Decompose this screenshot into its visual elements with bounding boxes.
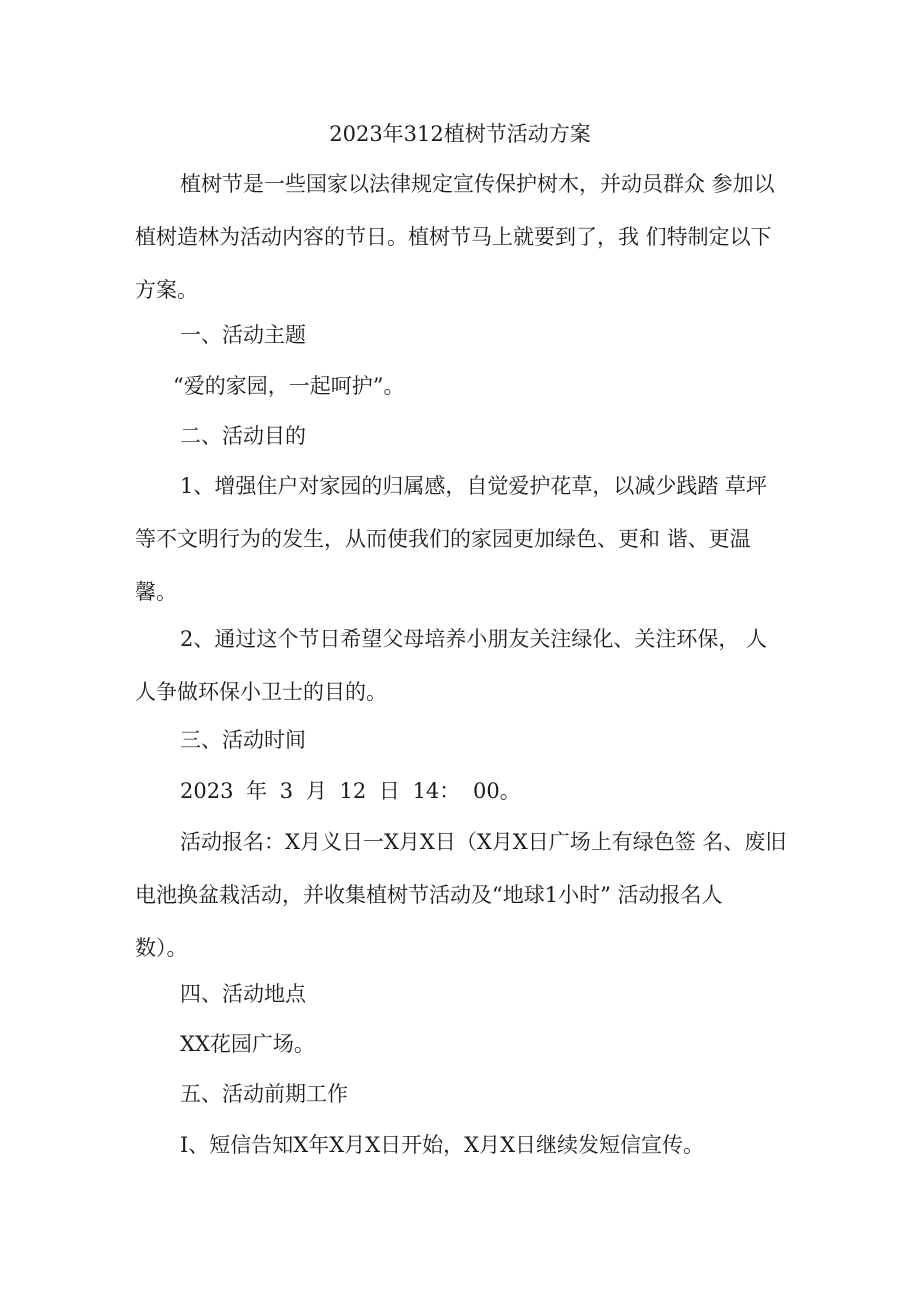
section-heading-prework bbox=[135, 1068, 795, 1121]
theme-text: “爱的家园，一起呵护”。 bbox=[173, 374, 405, 398]
signup-line: 电池换盆栽活动，并收集植树节活动及“地球1小时” 活动报名人 bbox=[135, 883, 723, 907]
section-heading-text: 三、活动时间 bbox=[180, 728, 306, 752]
section-heading-location bbox=[135, 968, 795, 1021]
prework-paragraph bbox=[135, 1119, 795, 1172]
section-heading-time bbox=[135, 714, 795, 767]
goal2-paragraph bbox=[135, 613, 795, 719]
section-heading-text: 一、活动主题 bbox=[180, 323, 306, 347]
time-text: 2023 年 3 月 12 日 14： 00。 bbox=[180, 779, 521, 803]
intro-line: 植树造林为活动内容的节日。植树节马上就要到了，我 们特制定以下 bbox=[135, 225, 772, 249]
intro-line: 植树节是一些国家以法律规定宣传保护树木，并动员群众 参加以 bbox=[180, 172, 775, 196]
time-paragraph bbox=[135, 765, 795, 818]
prework-text: I、短信告知X年X月X日开始，X月X日继续发短信宣传。 bbox=[180, 1133, 705, 1157]
intro-line: 方案。 bbox=[135, 278, 198, 302]
intro-paragraph bbox=[135, 158, 795, 317]
theme-paragraph bbox=[135, 360, 795, 413]
location-text: XX花园广场。 bbox=[180, 1032, 315, 1056]
goal2-line: 2、通过这个节日希望父母培养小朋友关注绿化、关注环保， 人 bbox=[180, 627, 768, 651]
section-heading-text: 二、活动目的 bbox=[180, 424, 306, 448]
goal2-line: 人争做环保小卫士的目的。 bbox=[135, 680, 387, 704]
goal1-line: 馨。 bbox=[135, 580, 177, 604]
signup-paragraph bbox=[135, 816, 795, 975]
signup-line: 数）。 bbox=[135, 936, 188, 960]
document-title: 2023年312植树节活动方案 bbox=[329, 122, 591, 146]
section-heading-goal bbox=[135, 410, 795, 463]
section-heading-text: 四、活动地点 bbox=[180, 982, 306, 1006]
section-heading-text: 五、活动前期工作 bbox=[180, 1082, 348, 1106]
goal1-line: 1、增强住户对家园的归属感，自觉爱护花草，以减少践踏 草坪 bbox=[180, 474, 768, 498]
signup-line: 活动报名：X月义日一X月X日（X月X日广场上有绿色签 名、废旧 bbox=[180, 830, 787, 854]
goal1-paragraph bbox=[135, 460, 795, 619]
section-heading-theme bbox=[135, 309, 795, 362]
goal1-line: 等不文明行为的发生，从而使我们的家园更加绿色、更和 谐、更温 bbox=[135, 527, 751, 551]
location-paragraph bbox=[135, 1018, 795, 1071]
